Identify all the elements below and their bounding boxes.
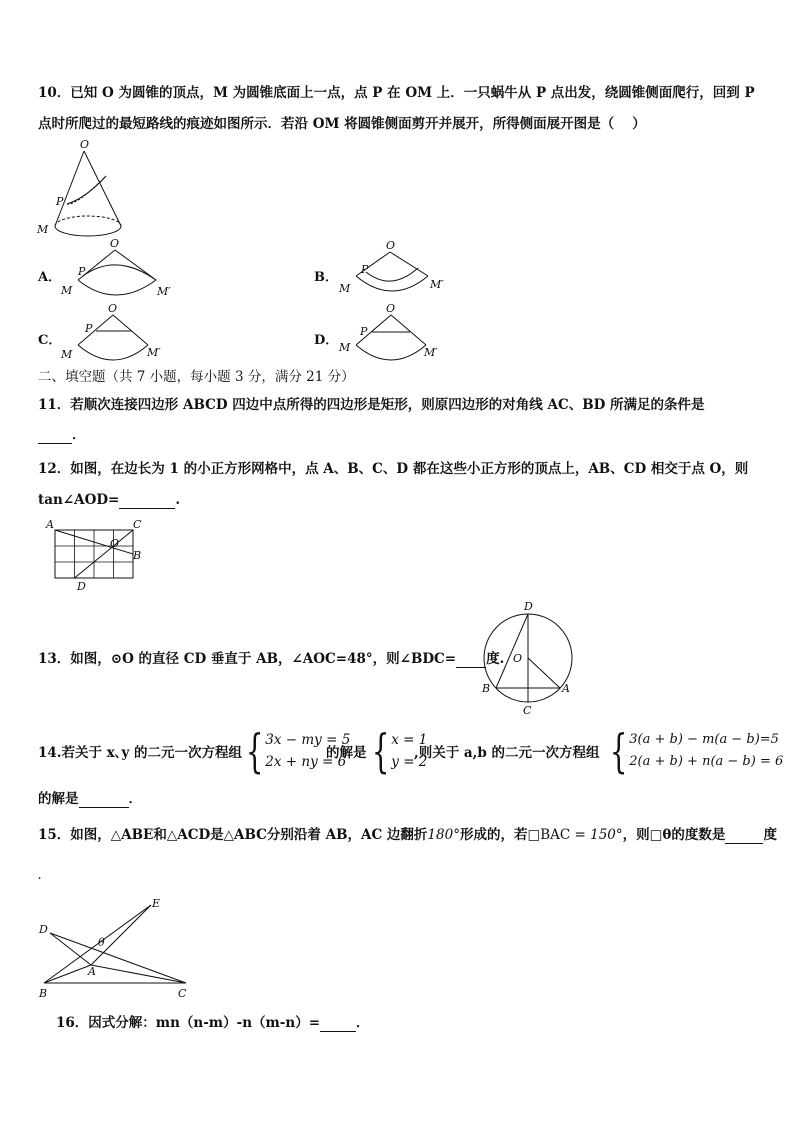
circle-label-O: O xyxy=(513,652,523,665)
label-M: M xyxy=(37,223,49,236)
q15-dot: . xyxy=(38,872,42,882)
q14-system-1: { 3x − my = 5 2x + ny = 6 xyxy=(245,724,351,778)
q13-line: 13．如图，⊙O 的直径 CD 垂直于 AB，∠AOC=48°，则∠BDC= 度. xyxy=(38,651,505,667)
grid-figure xyxy=(44,520,144,595)
svg-text:M′: M′ xyxy=(157,285,171,298)
q14-system-2: { x = 1 y = 2 xyxy=(371,724,428,778)
tri-label-theta: θ xyxy=(98,936,105,949)
svg-text:P: P xyxy=(361,263,369,276)
q16-answer-blank[interactable] xyxy=(320,1017,356,1032)
tri-label-A: A xyxy=(88,965,96,978)
triangle-figure xyxy=(36,895,196,1005)
option-b-figure[interactable] xyxy=(336,240,466,302)
option-d-label[interactable]: D． xyxy=(314,333,339,348)
grid-label-A: A xyxy=(46,518,54,531)
svg-text:M′: M′ xyxy=(430,278,444,291)
option-b-label[interactable]: B． xyxy=(314,270,338,285)
circle-label-D: D xyxy=(524,600,533,613)
q14-system-3: { 3(a + b) − m(a − b)=5 2(a + b) + n(a − b) = 6 xyxy=(609,724,784,778)
svg-text:O: O xyxy=(386,302,396,315)
grid-label-B: B xyxy=(133,549,142,562)
svg-text:P: P xyxy=(360,325,368,338)
svg-text:P: P xyxy=(85,322,93,335)
cone-figure xyxy=(36,138,126,243)
svg-text:M: M xyxy=(339,341,351,354)
tri-label-C: C xyxy=(178,987,187,1000)
circle-label-B: B xyxy=(482,682,491,695)
circle-label-A: A xyxy=(562,682,570,695)
q10-line1: 10．已知 O 为圆锥的顶点，M 为圆锥底面上一点，点 P 在 OM 上．一只蜗牛从 P 点出发，绕圆锥侧面爬行，回到 P xyxy=(38,85,755,101)
option-a-figure[interactable] xyxy=(58,237,188,302)
svg-text:M: M xyxy=(61,284,73,297)
svg-text:P: P xyxy=(78,265,86,278)
q15-line: 15．如图，△ABE和△ACD是△ABC分别沿着 AB，AC 边翻折180°形成的，若□BAC = 150°，则□θ的度数是 度 xyxy=(38,827,777,843)
q14-mid1: 的解是 xyxy=(326,745,367,761)
grid-label-O: O xyxy=(110,537,120,550)
section-2-heading: 二、填空题（共 7 小题，每小题 3 分，满分 21 分） xyxy=(38,369,355,385)
svg-text:O: O xyxy=(386,239,396,252)
grid-label-C: C xyxy=(133,518,142,531)
label-P: P xyxy=(56,195,64,208)
q14-answer-blank[interactable] xyxy=(79,793,129,808)
svg-text:O: O xyxy=(110,237,120,250)
svg-text:M: M xyxy=(339,282,351,295)
grid-label-D: D xyxy=(77,580,86,593)
q11-answer-blank[interactable] xyxy=(38,429,72,444)
svg-text:M′: M′ xyxy=(147,346,161,359)
svg-text:M′: M′ xyxy=(424,346,438,359)
q11-line2: ． xyxy=(38,426,86,444)
circle-figure xyxy=(478,596,578,720)
circle-label-C: C xyxy=(523,704,532,717)
tri-label-D: D xyxy=(39,923,48,936)
svg-text:O: O xyxy=(108,302,118,315)
label-O: O xyxy=(80,138,90,151)
q14-prefix: 14.若关于 x､y 的二元一次方程组 xyxy=(38,745,243,761)
option-d-figure[interactable] xyxy=(336,303,466,365)
q10-line2: 点时所爬过的最短路线的痕迹如图所示．若沿 OM 将圆锥侧面剪开并展开，所得侧面展开图是（ ） xyxy=(38,116,646,132)
q11-line1: 11．若顺次连接四边形 ABCD 四边中点所得的四边形是矩形，则原四边形的对角线 AC、BD 所满足的条件是 xyxy=(38,397,705,413)
q12-line2: tan∠AOD= . xyxy=(38,492,181,508)
q14-mid2: ,则关于 a,b 的二元一次方程组 xyxy=(414,745,600,761)
q15-answer-blank[interactable] xyxy=(725,829,763,844)
tri-label-E: E xyxy=(152,897,161,910)
tri-label-B: B xyxy=(39,987,48,1000)
q16-line: 16．因式分解：mn（n-m）-n（m-n）= ． xyxy=(56,1015,370,1031)
q14-line2: 的解是 ． xyxy=(38,791,142,807)
svg-text:M: M xyxy=(61,348,73,361)
q12-line1: 12．如图，在边长为 1 的小正方形网格中，点 A、B、C、D 都在这些小正方形的顶点上，AB、CD 相交于点 O，则 xyxy=(38,461,749,477)
option-a-label[interactable]: A． xyxy=(38,270,62,285)
q12-answer-blank[interactable] xyxy=(119,494,175,509)
option-c-label[interactable]: C． xyxy=(38,333,62,348)
option-c-figure[interactable] xyxy=(58,303,188,365)
